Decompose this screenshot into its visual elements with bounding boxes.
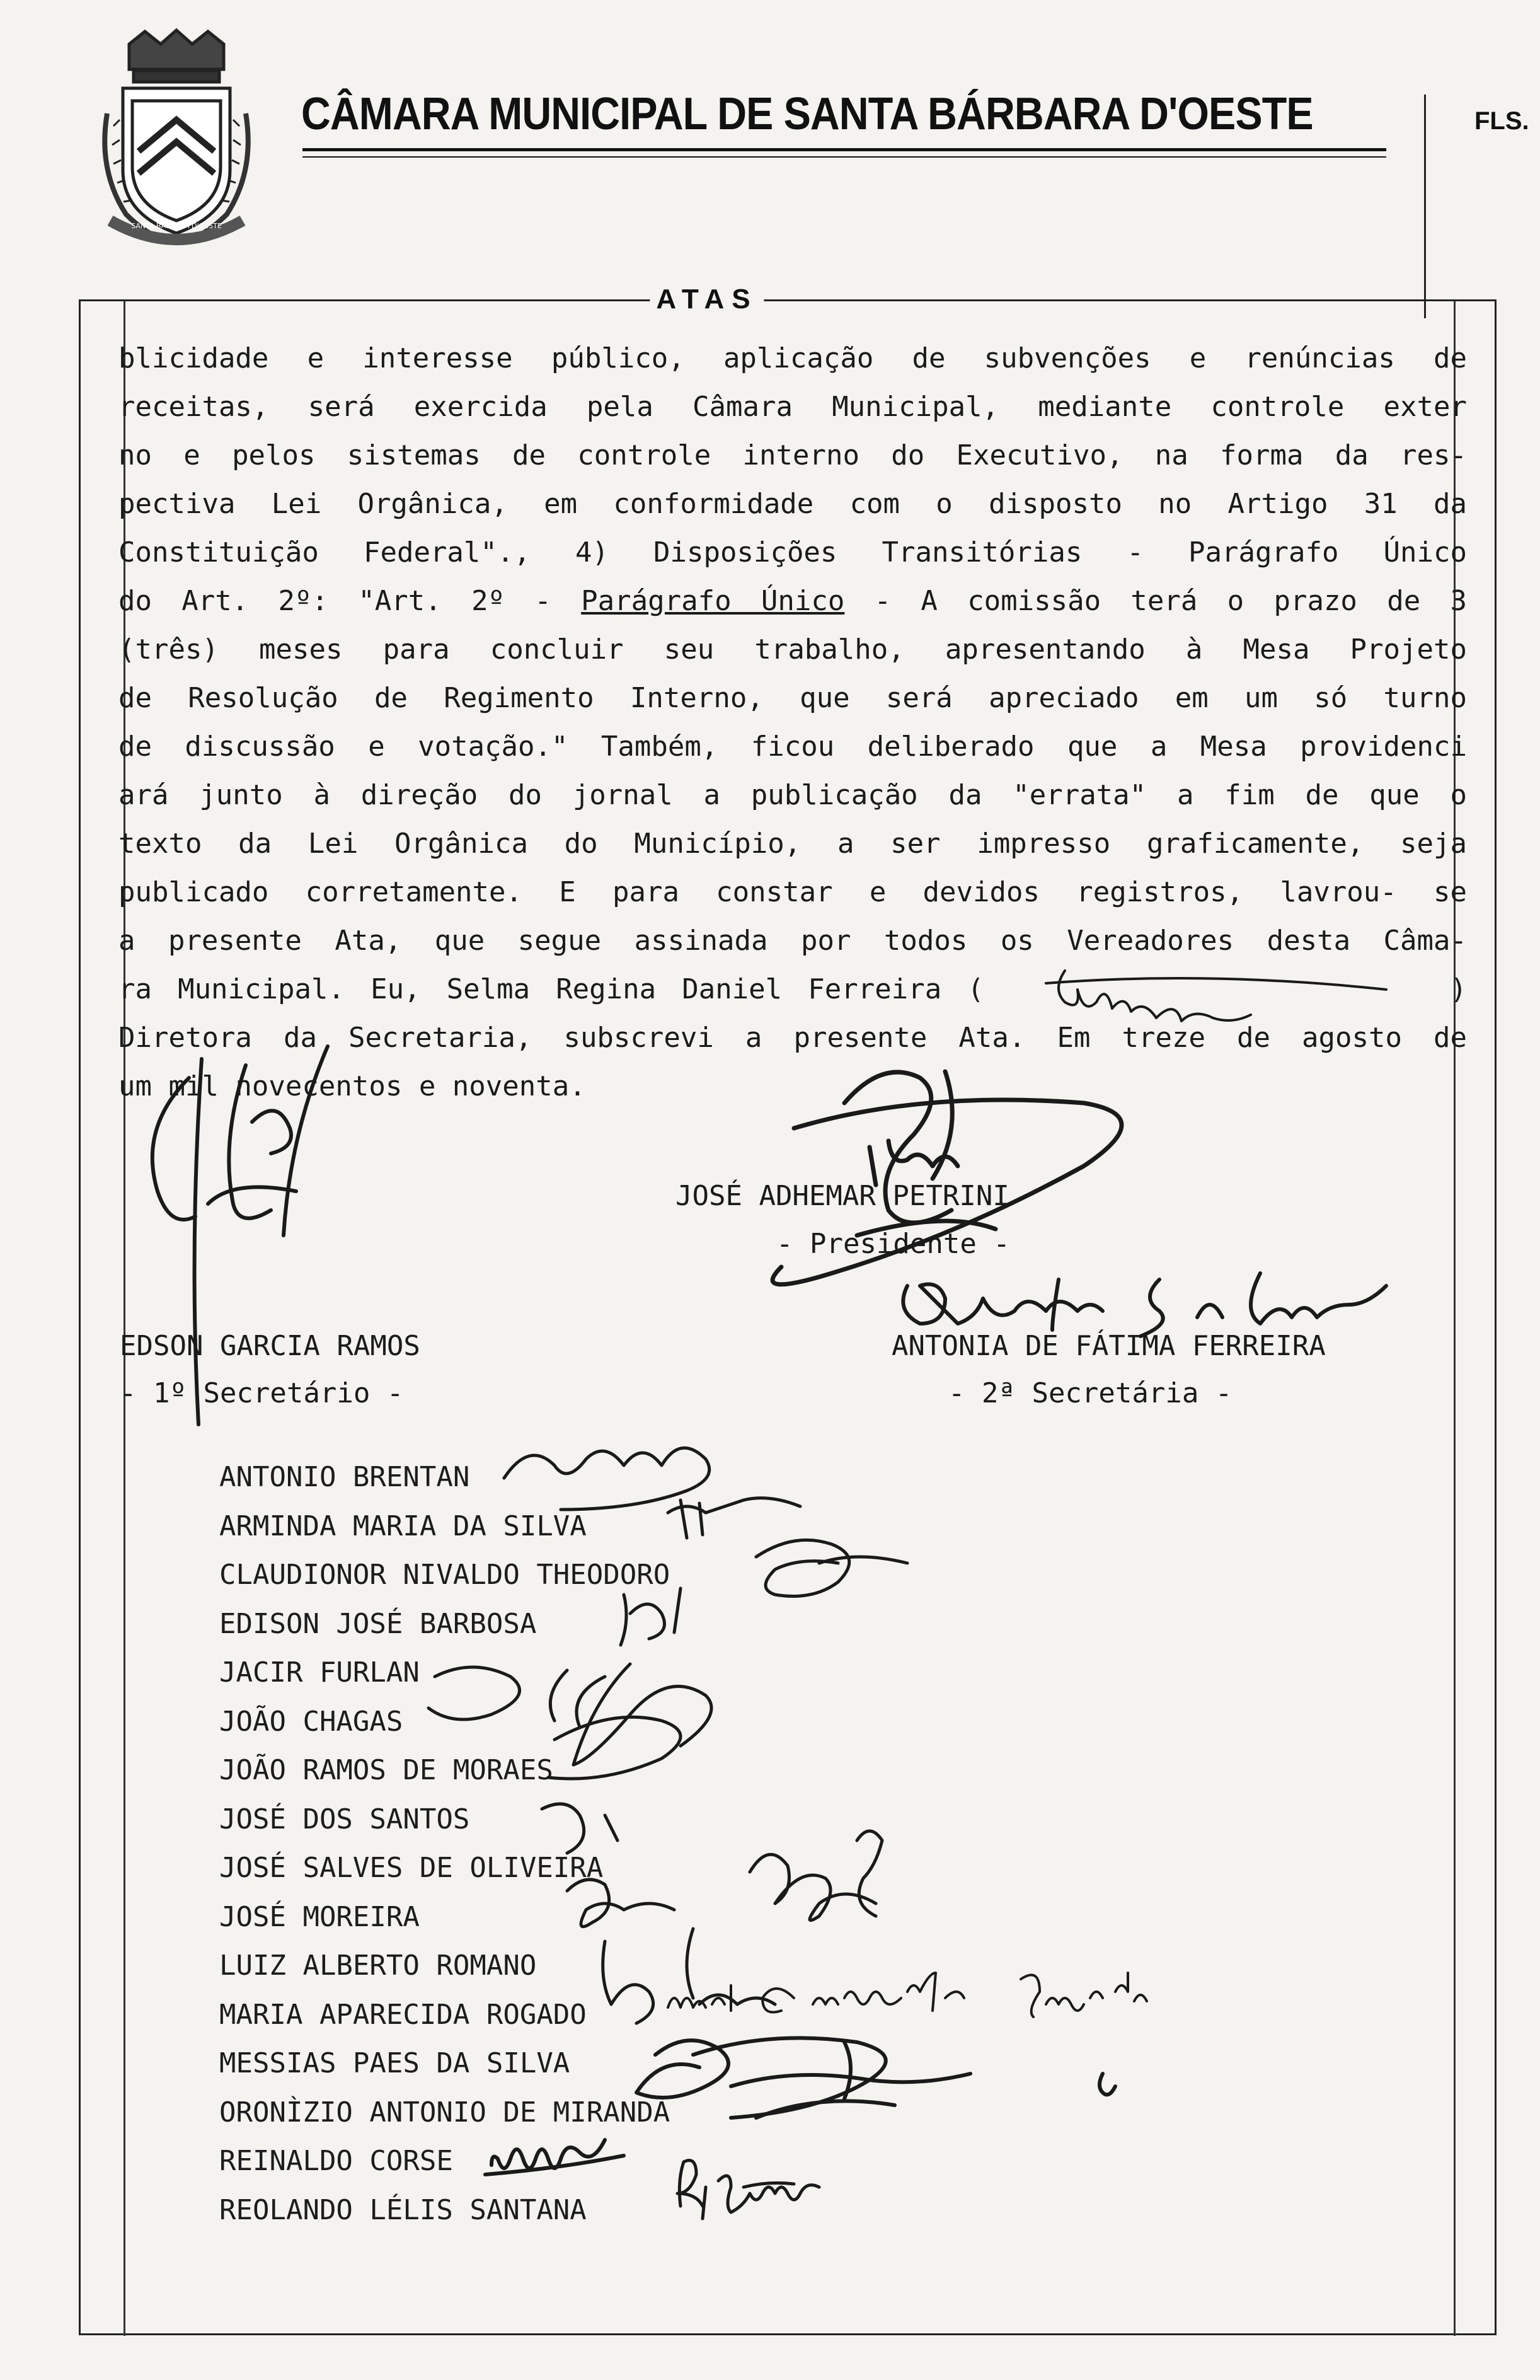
member-name: LUIZ ALBERTO ROMANO: [219, 1950, 537, 1982]
member-name: JOÃO RAMOS DE MORAES: [219, 1754, 553, 1786]
first-secretary-role: - 1º Secretário -: [120, 1377, 404, 1409]
body-line: Constituição Federal"., 4) Disposições Transitórias - Parágrafo Único: [118, 536, 1467, 569]
president-name: JOSÉ ADHEMAR PETRINI: [675, 1180, 1009, 1212]
member-name: ANTONIO BRENTAN: [219, 1461, 470, 1493]
member-name: CLAUDIONOR NIVALDO THEODORO: [219, 1559, 670, 1591]
header-rule: [302, 148, 1386, 151]
header-rule-thin: [302, 156, 1386, 158]
member-name: REOLANDO LÉLIS SANTANA: [219, 2193, 587, 2226]
member-name: MARIA APARECIDA ROGADO: [219, 1998, 587, 2031]
member-name: REINALDO CORSE: [219, 2145, 453, 2177]
body-line: pectiva Lei Orgânica, em conformidade com o disposto no Artigo 31 da: [118, 488, 1467, 520]
body-line: do Art. 2º: "Art. 2º - Parágrafo Único - A comissão terá o prazo de 3: [118, 585, 1467, 617]
member-name: ARMINDA MARIA DA SILVA: [219, 1510, 587, 1542]
member-name: JOSÉ DOS SANTOS: [219, 1803, 470, 1835]
body-line: ra Municipal. Eu, Selma Regina Daniel Ferreira ( ): [118, 973, 1467, 1005]
body-line: a presente Ata, que segue assinada por todos os Vereadores desta Câma-: [118, 925, 1467, 957]
member-name: JOSÉ SALVES DE OLIVEIRA: [219, 1852, 604, 1884]
member-name: ORONÌZIO ANTONIO DE MIRANDA: [219, 2096, 670, 2129]
header-divider: [1424, 95, 1426, 318]
member-name: JOÃO CHAGAS: [219, 1705, 403, 1738]
body-line: publicado corretamente. E para constar e devidos registros, lavrou- se: [118, 876, 1467, 908]
body-line: de discussão e votação." Também, ficou deliberado que a Mesa providenci: [118, 731, 1467, 763]
organization-name: CÂMARA MUNICIPAL DE SANTA BÁRBARA D'OESTE: [301, 89, 1313, 139]
member-name: JOSÉ MOREIRA: [219, 1900, 420, 1933]
second-secretary-name: ANTONIA DE FÁTIMA FERREIRA: [892, 1330, 1326, 1362]
member-name: EDISON JOSÉ BARBOSA: [219, 1607, 537, 1640]
body-line: receitas, será exercida pela Câmara Municipal, mediante controle exter: [118, 391, 1467, 423]
body-line: um mil novecentos e noventa.: [118, 1070, 586, 1102]
body-line: Diretora da Secretaria, subscrevi a presente Ata. Em treze de agosto de: [118, 1022, 1467, 1054]
body-line: texto da Lei Orgânica do Município, a ser impresso graficamente, seja: [118, 828, 1467, 860]
municipal-crest-icon: [95, 25, 258, 252]
fls-label: FLS.: [1474, 107, 1529, 135]
body-line: (três) meses para concluir seu trabalho, apresentando à Mesa Projeto: [118, 633, 1467, 666]
body-line: no e pelos sistemas de controle interno do Executivo, na forma da res-: [118, 439, 1467, 471]
member-name: MESSIAS PAES DA SILVA: [219, 2047, 570, 2079]
minutes-body: [118, 334, 1467, 1111]
section-title: ATAS: [650, 284, 764, 315]
body-line: de Resolução de Regimento Interno, que será apreciado em um só turno: [118, 682, 1467, 714]
body-line: ará junto à direção do jornal a publicação da "errata" a fim de que o: [118, 779, 1467, 811]
second-secretary-role: - 2ª Secretária -: [948, 1377, 1233, 1409]
underlined-phrase: Parágrafo Único: [581, 585, 845, 617]
svg-text:SANTA BÁRBARA D'OESTE: SANTA BÁRBARA D'OESTE: [131, 222, 222, 230]
president-role: - Presidente -: [776, 1228, 1010, 1260]
member-name: JACIR FURLAN: [219, 1656, 420, 1689]
letterhead: [95, 19, 1529, 265]
first-secretary-name: EDSON GARCIA RAMOS: [120, 1330, 420, 1362]
council-members-list: [219, 1453, 670, 2234]
body-line: blicidade e interesse público, aplicação de subvenções e renúncias de: [118, 342, 1467, 374]
